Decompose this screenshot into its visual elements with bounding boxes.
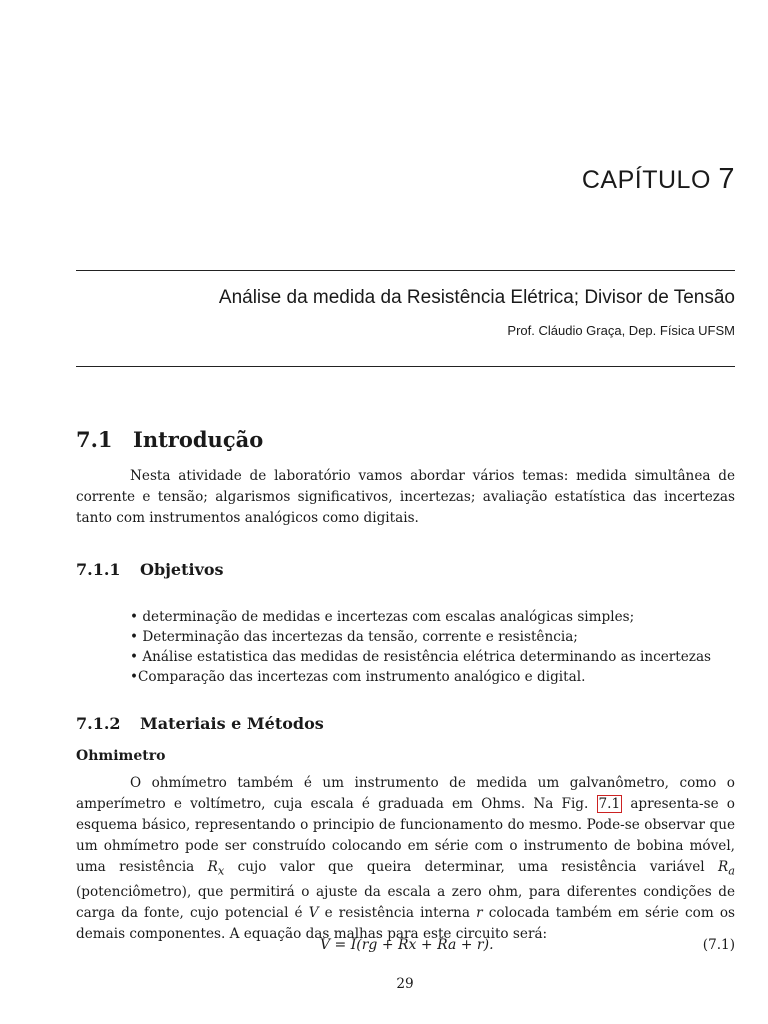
chapter-label-text: CAPÍTULO	[581, 166, 711, 194]
paragraph-text: colocada também em série com os demais componentes. A equação das malhas para este circuito será:	[76, 904, 735, 942]
paragraph-text: (potenciômetro), que permitirá o ajuste da escala a zero ohm, para diferentes condições de carga da fonte, cujo potencial é	[76, 883, 735, 921]
paragraph-text: O ohmímetro também é um instrumento de medida um galvanômetro, como o amperímetro e voltímetro, cuja escala é graduada em Ohms. Na Fig.	[76, 775, 735, 812]
list-item: • Determinação das incertezas da tensão, corrente e resistência;	[130, 629, 578, 645]
subsection-heading-ohmimetro: Ohmimetro	[76, 748, 166, 764]
section-title: Materiais e Métodos	[140, 714, 324, 733]
chapter-author: Prof. Cláudio Graça, Dep. Física UFSM	[507, 323, 735, 338]
section-title: Introdução	[133, 427, 264, 452]
math-subscript: x	[217, 863, 225, 878]
section-title: Objetivos	[140, 560, 224, 579]
math-base: R	[207, 859, 218, 875]
chapter-number: 7	[718, 163, 735, 195]
section-number: 7.1.2	[76, 714, 121, 733]
page-number: 29	[396, 976, 414, 992]
paragraph-text: apresenta-se o esquema básico, representando o principio de funcionamento do mesmo. Pode-se observar que um ohmímetro pode ser construído colocando em série com o instrumento de bobina móvel, uma resistência	[76, 796, 735, 875]
bottom-rule	[76, 366, 735, 367]
math-base: R	[718, 859, 729, 875]
section-number: 7.1	[76, 427, 113, 452]
intro-paragraph: Nesta atividade de laboratório vamos abordar vários temas: medida simultânea de corrente e tensão; algarismos significativos, incertezas; avaliação estatística das incertezas tanto com instrumentos analógicos como digitais.	[76, 468, 735, 526]
math-subscript: a	[728, 863, 736, 878]
equation: V = I(rg + Rx + Ra + r).	[320, 937, 494, 953]
math-symbol-ra	[718, 859, 736, 878]
list-item: • Análise estatistica das medidas de resistência elétrica determinando as incertezas	[130, 649, 712, 665]
section-number: 7.1.1	[76, 560, 121, 579]
paragraph-text: cujo valor que queira determinar, uma resistência variável	[224, 859, 718, 875]
math-symbol-r: r	[476, 904, 483, 921]
paragraph-text: e resistência interna	[318, 904, 477, 921]
ohmimetro-paragraph	[76, 773, 735, 945]
figure-reference-link[interactable]: 7.1	[598, 796, 621, 812]
list-item: •Comparação das incertezas com instrumento analógico e digital.	[130, 669, 586, 685]
section-heading-materiais	[76, 714, 324, 733]
math-symbol-rx	[207, 859, 225, 878]
chapter-label	[582, 163, 735, 196]
math-symbol-v: V	[308, 904, 319, 921]
top-rule	[76, 270, 735, 271]
chapter-title: Análise da medida da Resistência Elétrica; Divisor de Tensão	[218, 287, 735, 308]
section-heading-intro	[76, 427, 263, 452]
objectives-list	[130, 607, 711, 687]
equation-number: (7.1)	[702, 937, 735, 953]
list-item: • determinação de medidas e incertezas com escalas analógicas simples;	[130, 609, 635, 625]
section-heading-objetivos	[76, 560, 224, 579]
